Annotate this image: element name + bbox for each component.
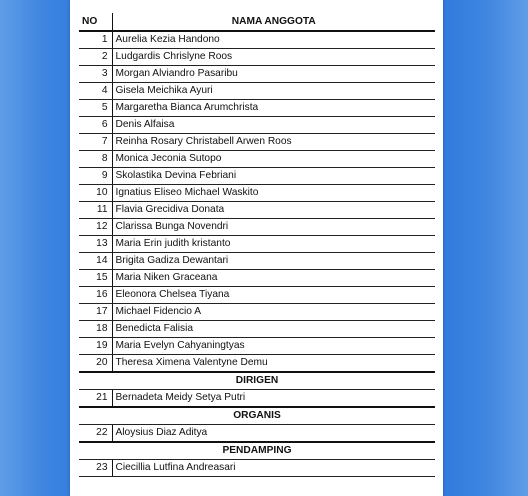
member-name: Skolastika Devina Febriani (112, 168, 435, 185)
member-number: 9 (79, 168, 112, 185)
member-number: 20 (79, 355, 112, 373)
member-number: 1 (79, 31, 112, 49)
member-name: Maria Erin judith kristanto (112, 236, 435, 253)
table-row (79, 390, 435, 408)
table-row (79, 338, 435, 355)
section-header-row (79, 372, 435, 390)
member-name: Michael Fidencio A (112, 304, 435, 321)
table-row (79, 66, 435, 83)
member-name: Brigita Gadiza Dewantari (112, 253, 435, 270)
table-row (79, 460, 435, 477)
table-row (79, 287, 435, 304)
member-number: 15 (79, 270, 112, 287)
table-row (79, 355, 435, 373)
member-name: Benedicta Falisia (112, 321, 435, 338)
header-no: NO (79, 13, 112, 31)
member-number: 16 (79, 287, 112, 304)
table-row (79, 100, 435, 117)
table-row (79, 31, 435, 49)
table-row (79, 185, 435, 202)
table-row (79, 151, 435, 168)
member-table (79, 13, 435, 477)
table-row (79, 168, 435, 185)
member-number: 3 (79, 66, 112, 83)
member-number: 6 (79, 117, 112, 134)
table-header-row (79, 13, 435, 31)
member-number: 17 (79, 304, 112, 321)
member-number: 11 (79, 202, 112, 219)
member-name: Monica Jeconia Sutopo (112, 151, 435, 168)
member-name: Morgan Alviandro Pasaribu (112, 66, 435, 83)
table-row (79, 425, 435, 443)
table-row (79, 202, 435, 219)
member-number: 18 (79, 321, 112, 338)
table-row (79, 134, 435, 151)
member-name: Maria Niken Graceana (112, 270, 435, 287)
member-name: Flavia Grecidiva Donata (112, 202, 435, 219)
header-name: NAMA ANGGOTA (112, 13, 435, 31)
member-name: Gisela Meichika Ayuri (112, 83, 435, 100)
member-number: 13 (79, 236, 112, 253)
table-row (79, 219, 435, 236)
member-number: 7 (79, 134, 112, 151)
member-name: Aloysius Diaz Aditya (112, 425, 435, 443)
table-row (79, 117, 435, 134)
member-name: Denis Alfaisa (112, 117, 435, 134)
member-name: Theresa Ximena Valentyne Demu (112, 355, 435, 373)
member-number: 12 (79, 219, 112, 236)
table-row (79, 83, 435, 100)
member-number: 14 (79, 253, 112, 270)
member-name: Margaretha Bianca Arumchrista (112, 100, 435, 117)
member-table-container (79, 13, 435, 477)
section-title: DIRIGEN (79, 372, 435, 390)
member-number: 23 (79, 460, 112, 477)
member-number: 4 (79, 83, 112, 100)
section-header-row (79, 407, 435, 425)
member-name: Eleonora Chelsea Tiyana (112, 287, 435, 304)
table-row (79, 304, 435, 321)
table-row (79, 321, 435, 338)
table-row (79, 253, 435, 270)
member-number: 22 (79, 425, 112, 443)
member-number: 19 (79, 338, 112, 355)
member-name: Ignatius Eliseo Michael Waskito (112, 185, 435, 202)
member-number: 8 (79, 151, 112, 168)
member-name: Bernadeta Meidy Setya Putri (112, 390, 435, 408)
member-number: 10 (79, 185, 112, 202)
member-number: 5 (79, 100, 112, 117)
member-name: Ciecillia Lutfina Andreasari (112, 460, 435, 477)
member-name: Ludgardis Chrislyne Roos (112, 49, 435, 66)
section-header-row (79, 442, 435, 460)
member-name: Clarissa Bunga Novendri (112, 219, 435, 236)
table-body (79, 31, 435, 477)
member-name: Aurelia Kezia Handono (112, 31, 435, 49)
table-row (79, 236, 435, 253)
member-number: 2 (79, 49, 112, 66)
table-row (79, 270, 435, 287)
section-title: ORGANIS (79, 407, 435, 425)
section-title: PENDAMPING (79, 442, 435, 460)
member-name: Reinha Rosary Christabell Arwen Roos (112, 134, 435, 151)
member-number: 21 (79, 390, 112, 408)
table-row (79, 49, 435, 66)
member-name: Maria Evelyn Cahyaningtyas (112, 338, 435, 355)
